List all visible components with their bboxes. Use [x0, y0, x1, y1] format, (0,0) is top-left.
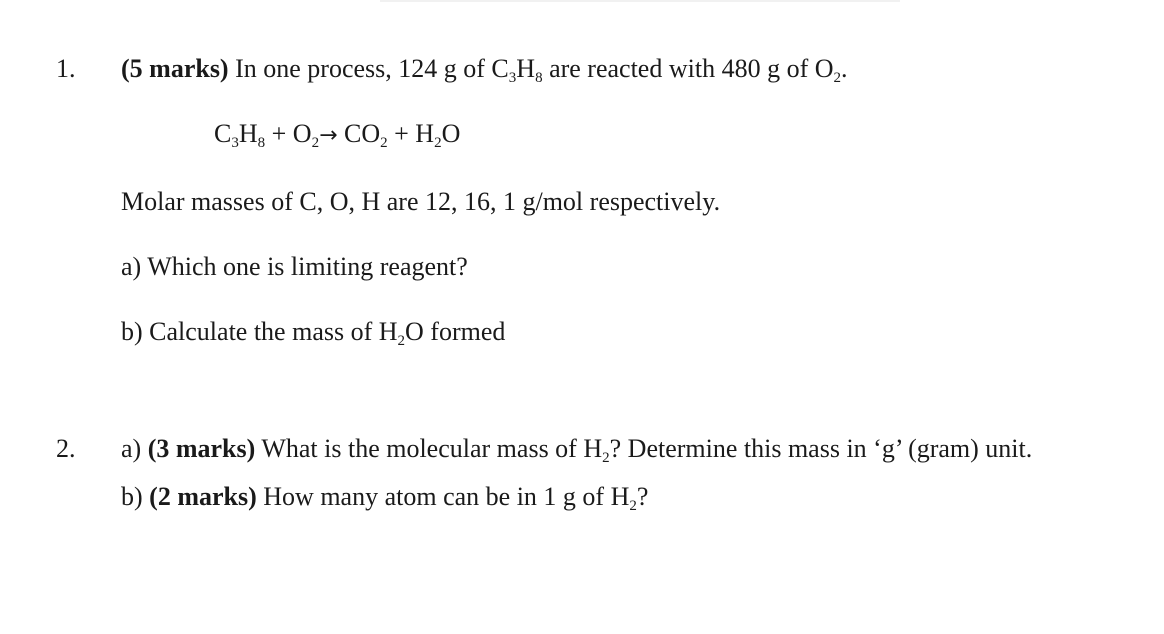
question-2-part-a: a) (3 marks) What is the molecular mass of $H_2$? Determine this mass in ‘g’ (gram) unit. — [121, 434, 1033, 466]
question-2-number: 2. — [56, 434, 76, 463]
question-1-part-a: a) Which one is limiting reagent? — [121, 252, 468, 281]
question-1-number: 1. — [56, 54, 76, 83]
reaction-arrow-icon: → — [319, 123, 338, 148]
question-1-marks: (5 marks) — [121, 54, 229, 83]
question-2-part-b: b) (2 marks) How many atom can be in 1 g of $H_2$? — [121, 482, 649, 514]
question-1-part-b: b) Calculate the mass of $H_2O$ formed — [121, 317, 506, 349]
reaction-equation: $C_3H_8 + O_2\to CO_2 + H_2O$ — [214, 119, 461, 151]
question-2b-marks: (2 marks) — [149, 482, 257, 511]
question-2a-marks: (3 marks) — [147, 434, 256, 463]
scan-edge — [380, 0, 900, 2]
question-1-stem: (5 marks) In one process, 124 g of $C_3H_8$ are reacted with 480 g of $O_2$. — [121, 54, 848, 86]
molar-masses-text: Molar masses of C, O, H are 12, 16, 1 g/mol respectively. — [121, 187, 721, 216]
